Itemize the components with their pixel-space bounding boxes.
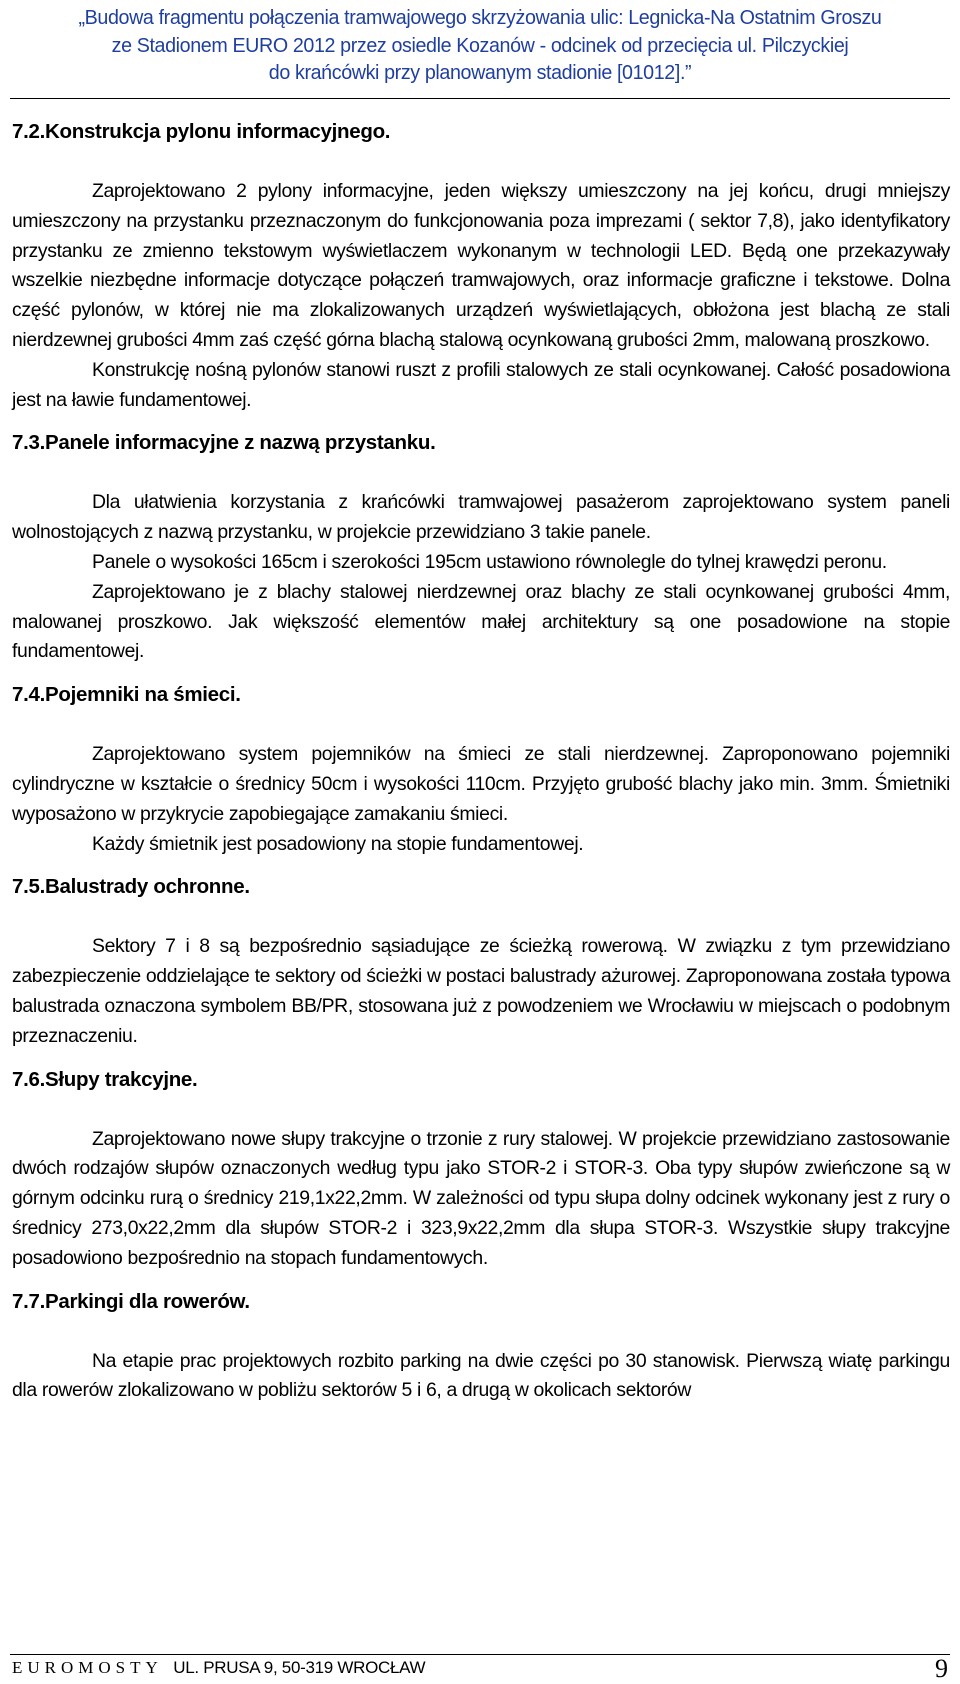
- paragraph: Konstrukcję nośną pylonów stanowi ruszt z profili stalowych ze stali ocynkowanej. Całość posadowiona jest na ławie fundamentowej.: [12, 358, 950, 411]
- paragraph: Każdy śmietnik jest posadowiony na stopie fundamentowej.: [92, 832, 584, 855]
- header-line-3: do krańcówki przy planowanym stadionie [01012].”: [268, 61, 692, 84]
- header-line-1: „Budowa fragmentu połączenia tramwajowego skrzyżowania ulic: Legnicka-Na Ostatnim Groszu: [78, 6, 882, 29]
- document-body: [12, 117, 950, 1406]
- section-title: Konstrukcja pylonu informacyjnego.: [45, 120, 391, 143]
- section-heading: [12, 872, 950, 902]
- section-heading: [12, 1065, 950, 1095]
- section-heading: [12, 428, 950, 458]
- section-number: 7.3.: [12, 431, 45, 455]
- paragraph: Na etapie prac projektowych rozbito parking na dwie części po 30 stanowisk. Pierwszą wiatę parkingu dla rowerów zlokalizowano w pobliżu sektorów 5 i 6, a drugą w okolicach sektorów: [12, 1349, 950, 1402]
- paragraph: Zaprojektowano system pojemników na śmieci ze stali nierdzewnej. Zaproponowano pojemniki cylindryczne w kształcie o średnicy 50cm i wysokości 110cm. Przyjęto grubość blachy jako min. 3mm. Śmietniki wyposażono w przykrycie zapobiegające zamakaniu śmieci.: [12, 743, 950, 825]
- section-title: Pojemniki na śmieci.: [45, 683, 241, 707]
- document-footer: [12, 1654, 948, 1683]
- document-header: [19, 4, 941, 87]
- paragraph: Dla ułatwienia korzystania z krańcówki tramwajowej pasażerom zaprojektowano system paneli wolnostojących z nazwą przystanku, w projekcie przewidziano 3 takie panele.: [12, 491, 950, 544]
- section-heading: [12, 680, 950, 710]
- paragraph: Zaprojektowano je z blachy stalowej nierdzewnej oraz blachy ze stali ocynkowanej grubości 4mm, malowanej proszkowo. Jak większość elementów małej architektury są one posadowione na stopie fundamentowej.: [12, 580, 950, 663]
- section-title: Balustrady ochronne.: [45, 875, 250, 899]
- section-title: Słupy trakcyjne.: [45, 1067, 198, 1091]
- section-number: 7.5.: [12, 875, 45, 899]
- section-number: 7.6.: [12, 1067, 45, 1091]
- paragraph: Sektory 7 i 8 są bezpośrednio sąsiadujące ze ścieżką rowerową. W związku z tym przewidziano zabezpieczenie oddzielające te sektory od ścieżki w postaci balustrady ażurowej. Zaproponowana została typowa balustrada oznaczona symbolem BB/PR, stosowana już z powodzeniem we Wrocławiu w miejscach o podobnym przeznaczeniu.: [12, 935, 950, 1047]
- section-title: Parkingi dla rowerów.: [45, 1289, 250, 1313]
- paragraph: Panele o wysokości 165cm i szerokości 195cm ustawiono równolegle do tylnej krawędzi peronu.: [92, 550, 887, 573]
- footer-divider: [10, 1654, 950, 1655]
- header-divider: [10, 98, 950, 99]
- section-heading: [12, 117, 950, 147]
- section-heading: [12, 1287, 950, 1317]
- paragraph: Zaprojektowano nowe słupy trakcyjne o trzonie z rury stalowej. W projekcie przewidziano zastosowanie dwóch rodzajów słupów oznaczonych według typu jako STOR-2 i STOR-3. Oba typy słupów zwieńczone są w górnym odcinku rurą o średnicy 219,1x22,2mm. W zależności od typu słupa dolny odcinek wykonany jest z rury o średnicy 273,0x22,2mm dla słupów STOR-2 i 323,9x22,2mm dla słupa STOR-3. Wszystkie słupy trakcyjne posadowiono bezpośrednio na stopach fundamentowych.: [12, 1127, 950, 1269]
- header-line-2: ze Stadionem EURO 2012 przez osiedle Kozanów - odcinek od przecięcia ul. Pilczyckiej: [111, 33, 849, 57]
- section-number: 7.4.: [12, 683, 45, 707]
- section-number: 7.7.: [12, 1289, 45, 1313]
- section-title: Panele informacyjne z nazwą przystanku.: [45, 431, 436, 455]
- section-number: 7.2.: [12, 120, 45, 143]
- paragraph: Zaprojektowano 2 pylony informacyjne, jeden większy umieszczony na jej końcu, drugi mniejszy umieszczony na przystanku przeznaczonym do funkcjonowania poza imprezami ( sektor 7,8), jako identyfikatory przystanku ze zmienno tekstowym wyświetlaczem wykonanym w technologii LED. Będą one przekazywały wszelkie niezbędne informacje dotyczące połączeń tramwajowych, oraz informacje graficzne i tekstowe. Dolna część pylonów, w której nie ma zlokalizowanych urządzeń wyświetlających, obłożona jest blachą ze stali nierdzewnej grubości 4mm zaś część górna blachą stalową ocynkowaną grubości 2mm, malowaną proszkowo.: [12, 180, 950, 351]
- footer-company: EUROMOSTY: [12, 1658, 163, 1677]
- footer-address: UL. PRUSA 9, 50-319 WROCŁAW: [173, 1658, 426, 1677]
- page-number: 9: [935, 1654, 948, 1683]
